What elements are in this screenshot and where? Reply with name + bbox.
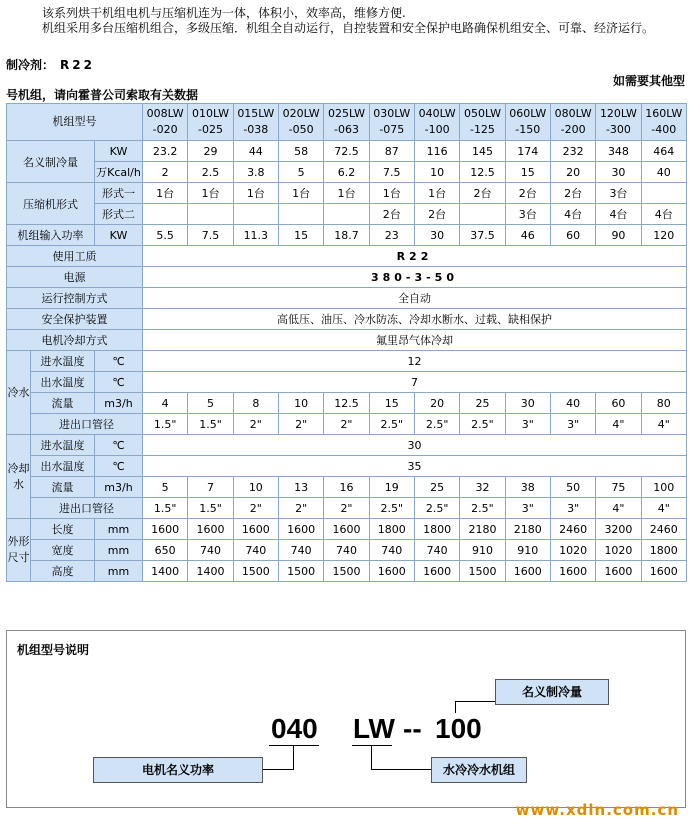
length-cell: 2460: [550, 519, 595, 540]
width-cell: 1020: [550, 540, 595, 561]
label-power-box: 电机名义功率: [93, 757, 263, 783]
cooling_pipe-cell: 2": [233, 498, 278, 519]
chilled_flow-cell: 40: [550, 393, 595, 414]
form1-cell: 1台: [188, 183, 233, 204]
dim-group-label: 外形尺寸: [7, 519, 31, 582]
capacity_kcal-cell: 10: [414, 162, 459, 183]
chilled_flow-cell: 20: [414, 393, 459, 414]
width-cell: 650: [143, 540, 188, 561]
connector-capacity-h: [455, 701, 495, 702]
width-cell: 740: [369, 540, 414, 561]
connector-type-h: [371, 769, 431, 770]
cooling-out-temp: 35: [143, 456, 687, 477]
chilled_pipe-cell: 1.5": [188, 414, 233, 435]
length-cell: 2460: [641, 519, 686, 540]
model-header: [460, 104, 505, 141]
height-label: 高度: [31, 561, 95, 582]
cooling_flow-cell: 19: [369, 477, 414, 498]
deg-unit: ℃: [95, 456, 143, 477]
underline-type: [352, 745, 392, 746]
intro-line-1: 该系列烘干机组电机与压缩机连为一体，体积小，效率高，维修方便.: [42, 6, 406, 20]
chilled_flow-cell: 80: [641, 393, 686, 414]
width-cell: 740: [278, 540, 323, 561]
chilled_flow-cell: 25: [460, 393, 505, 414]
connector-power: [293, 745, 294, 769]
length-cell: 1600: [233, 519, 278, 540]
code-power: 040: [271, 713, 318, 744]
model-suffix: -400: [651, 123, 677, 136]
model-header: [550, 104, 595, 141]
pipe-label: 进出口管径: [31, 498, 143, 519]
model-header: [143, 104, 188, 141]
height-cell: 1600: [550, 561, 595, 582]
height-cell: 1500: [324, 561, 369, 582]
capacity_kw-cell: 348: [596, 141, 641, 162]
cooling_flow-cell: 75: [596, 477, 641, 498]
width-cell: 740: [414, 540, 459, 561]
deg-unit: ℃: [95, 351, 143, 372]
cooling_value: 氟里昂气体冷却: [143, 330, 687, 351]
cooling_pipe-cell: 3": [550, 498, 595, 519]
chilled-group-label: 冷水: [7, 351, 31, 435]
form2-cell: [143, 204, 188, 225]
in-temp-label: 进水温度: [31, 435, 95, 456]
flow-label: 流量: [31, 477, 95, 498]
capacity_kw-cell: 116: [414, 141, 459, 162]
note-left: 号机组，请向霍普公司索取有关数据: [6, 88, 199, 102]
form2-cell: [460, 204, 505, 225]
length-cell: 1800: [369, 519, 414, 540]
length-cell: 1800: [414, 519, 459, 540]
chilled_pipe-cell: 4": [641, 414, 686, 435]
cooling_flow-cell: 32: [460, 477, 505, 498]
form1-cell: 2台: [505, 183, 550, 204]
mm-unit: mm: [95, 540, 143, 561]
width-cell: 740: [233, 540, 278, 561]
cooling_pipe-cell: 2": [324, 498, 369, 519]
model-header: [188, 104, 233, 141]
label-capacity-box: 名义制冷量: [495, 679, 609, 705]
model-code: 015LW: [237, 107, 275, 120]
height-cell: 1600: [369, 561, 414, 582]
model-code: 025LW: [327, 107, 365, 120]
length-cell: 1600: [188, 519, 233, 540]
width-cell: 740: [324, 540, 369, 561]
width-cell: 910: [505, 540, 550, 561]
unit-kw: KW: [95, 141, 143, 162]
cooling_label: 电机冷却方式: [7, 330, 143, 351]
capacity_kcal-cell: 30: [596, 162, 641, 183]
length-cell: 1600: [278, 519, 323, 540]
height-cell: 1500: [233, 561, 278, 582]
model-code: 040LW: [418, 107, 456, 120]
capacity_kw-cell: 232: [550, 141, 595, 162]
capacity_kcal-cell: 6.2: [324, 162, 369, 183]
cooling_flow-cell: 10: [233, 477, 278, 498]
flow-label: 流量: [31, 393, 95, 414]
mm-unit: mm: [95, 519, 143, 540]
form1-cell: 1台: [324, 183, 369, 204]
power-cell: 46: [505, 225, 550, 246]
power-cell: 18.7: [324, 225, 369, 246]
capacity_kw-cell: 23.2: [143, 141, 188, 162]
form1-cell: 2台: [550, 183, 595, 204]
model-code: 020LW: [282, 107, 320, 120]
cooling_flow-cell: 50: [550, 477, 595, 498]
deg-unit: ℃: [95, 372, 143, 393]
form1-label: 形式一: [95, 183, 143, 204]
height-cell: 1600: [414, 561, 459, 582]
length-cell: 2180: [460, 519, 505, 540]
model-suffix: -063: [333, 123, 359, 136]
connector-capacity: [455, 701, 456, 713]
supply_label: 电源: [7, 267, 143, 288]
width-label: 宽度: [31, 540, 95, 561]
power-cell: 30: [414, 225, 459, 246]
form2-label: 形式二: [95, 204, 143, 225]
model-code: 160LW: [645, 107, 683, 120]
flow-unit: m3/h: [95, 477, 143, 498]
mm-unit: mm: [95, 561, 143, 582]
form1-cell: 1台: [414, 183, 459, 204]
cooling_pipe-cell: 1.5": [143, 498, 188, 519]
height-cell: 1400: [188, 561, 233, 582]
form1-cell: 1台: [278, 183, 323, 204]
capacity_kw-cell: 72.5: [324, 141, 369, 162]
model-code: 030LW: [373, 107, 411, 120]
chilled_pipe-cell: 4": [596, 414, 641, 435]
chilled_pipe-cell: 2": [233, 414, 278, 435]
chilled-out-temp: 7: [143, 372, 687, 393]
cooling_pipe-cell: 3": [505, 498, 550, 519]
form2-cell: 2台: [414, 204, 459, 225]
chilled_pipe-cell: 2": [278, 414, 323, 435]
cooling_flow-cell: 16: [324, 477, 369, 498]
power-cell: 11.3: [233, 225, 278, 246]
chilled_flow-cell: 8: [233, 393, 278, 414]
capacity-label: 名义制冷量: [7, 141, 95, 183]
refrigerant-line: [6, 56, 95, 73]
model-suffix: -125: [469, 123, 495, 136]
form1-cell: 1台: [233, 183, 278, 204]
model-suffix: -025: [198, 123, 223, 136]
chilled_flow-cell: 5: [188, 393, 233, 414]
form2-cell: 4台: [596, 204, 641, 225]
intro-line-2: 机组采用多台压缩机组合，多级压缩．机组全自动运行，自控装置和安全保护电路确保机组安全、可靠、经济运行。: [42, 21, 655, 35]
model-header: [414, 104, 459, 141]
model-suffix: -100: [424, 123, 450, 136]
safety_label: 安全保护装置: [7, 309, 143, 330]
connector-type: [371, 745, 372, 769]
cooling_flow-cell: 13: [278, 477, 323, 498]
length-cell: 3200: [596, 519, 641, 540]
connector-power-h: [261, 769, 294, 770]
power-cell: 37.5: [460, 225, 505, 246]
note-right: 如需要其他型: [612, 74, 685, 88]
capacity_kcal-cell: 2.5: [188, 162, 233, 183]
compressor-label: 压缩机形式: [7, 183, 95, 225]
chilled_flow-cell: 60: [596, 393, 641, 414]
control_label: 运行控制方式: [7, 288, 143, 309]
capacity_kcal-cell: 15: [505, 162, 550, 183]
model-suffix: -020: [152, 123, 178, 136]
chilled_pipe-cell: 3": [505, 414, 550, 435]
model-code: 060LW: [509, 107, 547, 120]
height-cell: 1400: [143, 561, 188, 582]
cooling_flow-cell: 7: [188, 477, 233, 498]
cooling_pipe-cell: 2.5": [414, 498, 459, 519]
diagram-title: 机组型号说明: [17, 643, 90, 657]
control_value: 全自动: [143, 288, 687, 309]
power-cell: 7.5: [188, 225, 233, 246]
deg-unit: ℃: [95, 435, 143, 456]
chilled_flow-cell: 15: [369, 393, 414, 414]
power-cell: 5.5: [143, 225, 188, 246]
form2-cell: [324, 204, 369, 225]
cooling-in-temp: 30: [143, 435, 687, 456]
model-header: [596, 104, 641, 141]
chilled_pipe-cell: 2.5": [414, 414, 459, 435]
length-cell: 1600: [324, 519, 369, 540]
out-temp-label: 出水温度: [31, 372, 95, 393]
model-suffix: -150: [515, 123, 541, 136]
form1-cell: 1台: [143, 183, 188, 204]
medium_label: 使用工质: [7, 246, 143, 267]
form1-cell: 2台: [460, 183, 505, 204]
capacity_kcal-cell: 7.5: [369, 162, 414, 183]
cooling_pipe-cell: 2.5": [460, 498, 505, 519]
model-code: 008LW: [146, 107, 184, 120]
capacity_kw-cell: 58: [278, 141, 323, 162]
power-cell: 23: [369, 225, 414, 246]
watermark: www.xdln.com.cn: [515, 801, 679, 819]
width-cell: 1800: [641, 540, 686, 561]
capacity_kcal-cell: 3.8: [233, 162, 278, 183]
model-suffix: -300: [605, 123, 631, 136]
length-cell: 2180: [505, 519, 550, 540]
label-type-box: 水冷冷水机组: [431, 757, 527, 783]
chilled_pipe-cell: 3": [550, 414, 595, 435]
refrigerant-label: 制冷剂：: [6, 58, 55, 72]
power-unit: KW: [95, 225, 143, 246]
length-cell: 1600: [143, 519, 188, 540]
chilled_pipe-cell: 2.5": [369, 414, 414, 435]
form2-cell: [278, 204, 323, 225]
capacity_kcal-cell: 12.5: [460, 162, 505, 183]
form1-cell: 1台: [369, 183, 414, 204]
model-code: 120LW: [599, 107, 637, 120]
form2-cell: 4台: [641, 204, 686, 225]
model-header: [233, 104, 278, 141]
form2-cell: [233, 204, 278, 225]
power-cell: 60: [550, 225, 595, 246]
out-temp-label: 出水温度: [31, 456, 95, 477]
cooling_pipe-cell: 2.5": [369, 498, 414, 519]
cooling_flow-cell: 5: [143, 477, 188, 498]
cooling_pipe-cell: 2": [278, 498, 323, 519]
capacity_kw-cell: 44: [233, 141, 278, 162]
capacity_kcal-cell: 5: [278, 162, 323, 183]
capacity_kcal-cell: 40: [641, 162, 686, 183]
model-suffix: -038: [243, 123, 269, 136]
chilled-in-temp: 12: [143, 351, 687, 372]
model-header: [324, 104, 369, 141]
chilled_pipe-cell: 2": [324, 414, 369, 435]
chilled_flow-cell: 30: [505, 393, 550, 414]
model-suffix: -075: [379, 123, 405, 136]
form1-cell: [641, 183, 686, 204]
unit-kcal: 万Kcal/h: [95, 162, 143, 183]
medium_value: R22: [143, 246, 687, 267]
chilled_flow-cell: 10: [278, 393, 323, 414]
refrigerant-value: R22: [60, 58, 95, 72]
flow-unit: m3/h: [95, 393, 143, 414]
capacity_kcal-cell: 20: [550, 162, 595, 183]
chilled_flow-cell: 12.5: [324, 393, 369, 414]
cooling-group-label: 冷却水: [7, 435, 31, 519]
intro-text: [6, 6, 686, 36]
height-cell: 1500: [460, 561, 505, 582]
power-cell: 120: [641, 225, 686, 246]
cooling_flow-cell: 25: [414, 477, 459, 498]
model-code: 080LW: [554, 107, 592, 120]
height-cell: 1600: [596, 561, 641, 582]
capacity_kcal-cell: 2: [143, 162, 188, 183]
model-code: 050LW: [463, 107, 501, 120]
cooling_pipe-cell: 1.5": [188, 498, 233, 519]
form2-cell: [188, 204, 233, 225]
model-header: [641, 104, 686, 141]
form2-cell: 4台: [550, 204, 595, 225]
width-cell: 1020: [596, 540, 641, 561]
model-code: 010LW: [191, 107, 229, 120]
code-capacity: 100: [435, 713, 482, 744]
form1-cell: 3台: [596, 183, 641, 204]
model-suffix: -200: [560, 123, 586, 136]
cooling_flow-cell: 38: [505, 477, 550, 498]
model-header: [278, 104, 323, 141]
capacity_kw-cell: 174: [505, 141, 550, 162]
spec-table: [6, 103, 687, 582]
model-suffix: -050: [288, 123, 314, 136]
height-cell: 1600: [641, 561, 686, 582]
width-cell: 740: [188, 540, 233, 561]
power-cell: 15: [278, 225, 323, 246]
code-type: LW: [353, 713, 395, 744]
width-cell: 910: [460, 540, 505, 561]
chilled_pipe-cell: 2.5": [460, 414, 505, 435]
supply_value: 380-3-50: [143, 267, 687, 288]
capacity_kw-cell: 87: [369, 141, 414, 162]
cooling_pipe-cell: 4": [596, 498, 641, 519]
model-header: [505, 104, 550, 141]
model-label: 机组型号: [7, 104, 143, 141]
chilled_flow-cell: 4: [143, 393, 188, 414]
cooling_flow-cell: 100: [641, 477, 686, 498]
pipe-label: 进出口管径: [31, 414, 143, 435]
power-cell: 90: [596, 225, 641, 246]
cooling_pipe-cell: 4": [641, 498, 686, 519]
height-cell: 1500: [278, 561, 323, 582]
length-label: 长度: [31, 519, 95, 540]
height-cell: 1600: [505, 561, 550, 582]
form2-cell: 2台: [369, 204, 414, 225]
in-temp-label: 进水温度: [31, 351, 95, 372]
capacity_kw-cell: 29: [188, 141, 233, 162]
model-header: [369, 104, 414, 141]
capacity_kw-cell: 464: [641, 141, 686, 162]
capacity_kw-cell: 145: [460, 141, 505, 162]
code-dash: --: [403, 713, 422, 744]
underline-power: [269, 745, 319, 746]
safety_value: 高低压、油压、冷水防冻、冷却水断水、过载、缺相保护: [143, 309, 687, 330]
chilled_pipe-cell: 1.5": [143, 414, 188, 435]
power-label: 机组输入功率: [7, 225, 95, 246]
form2-cell: 3台: [505, 204, 550, 225]
model-diagram: [6, 630, 686, 808]
